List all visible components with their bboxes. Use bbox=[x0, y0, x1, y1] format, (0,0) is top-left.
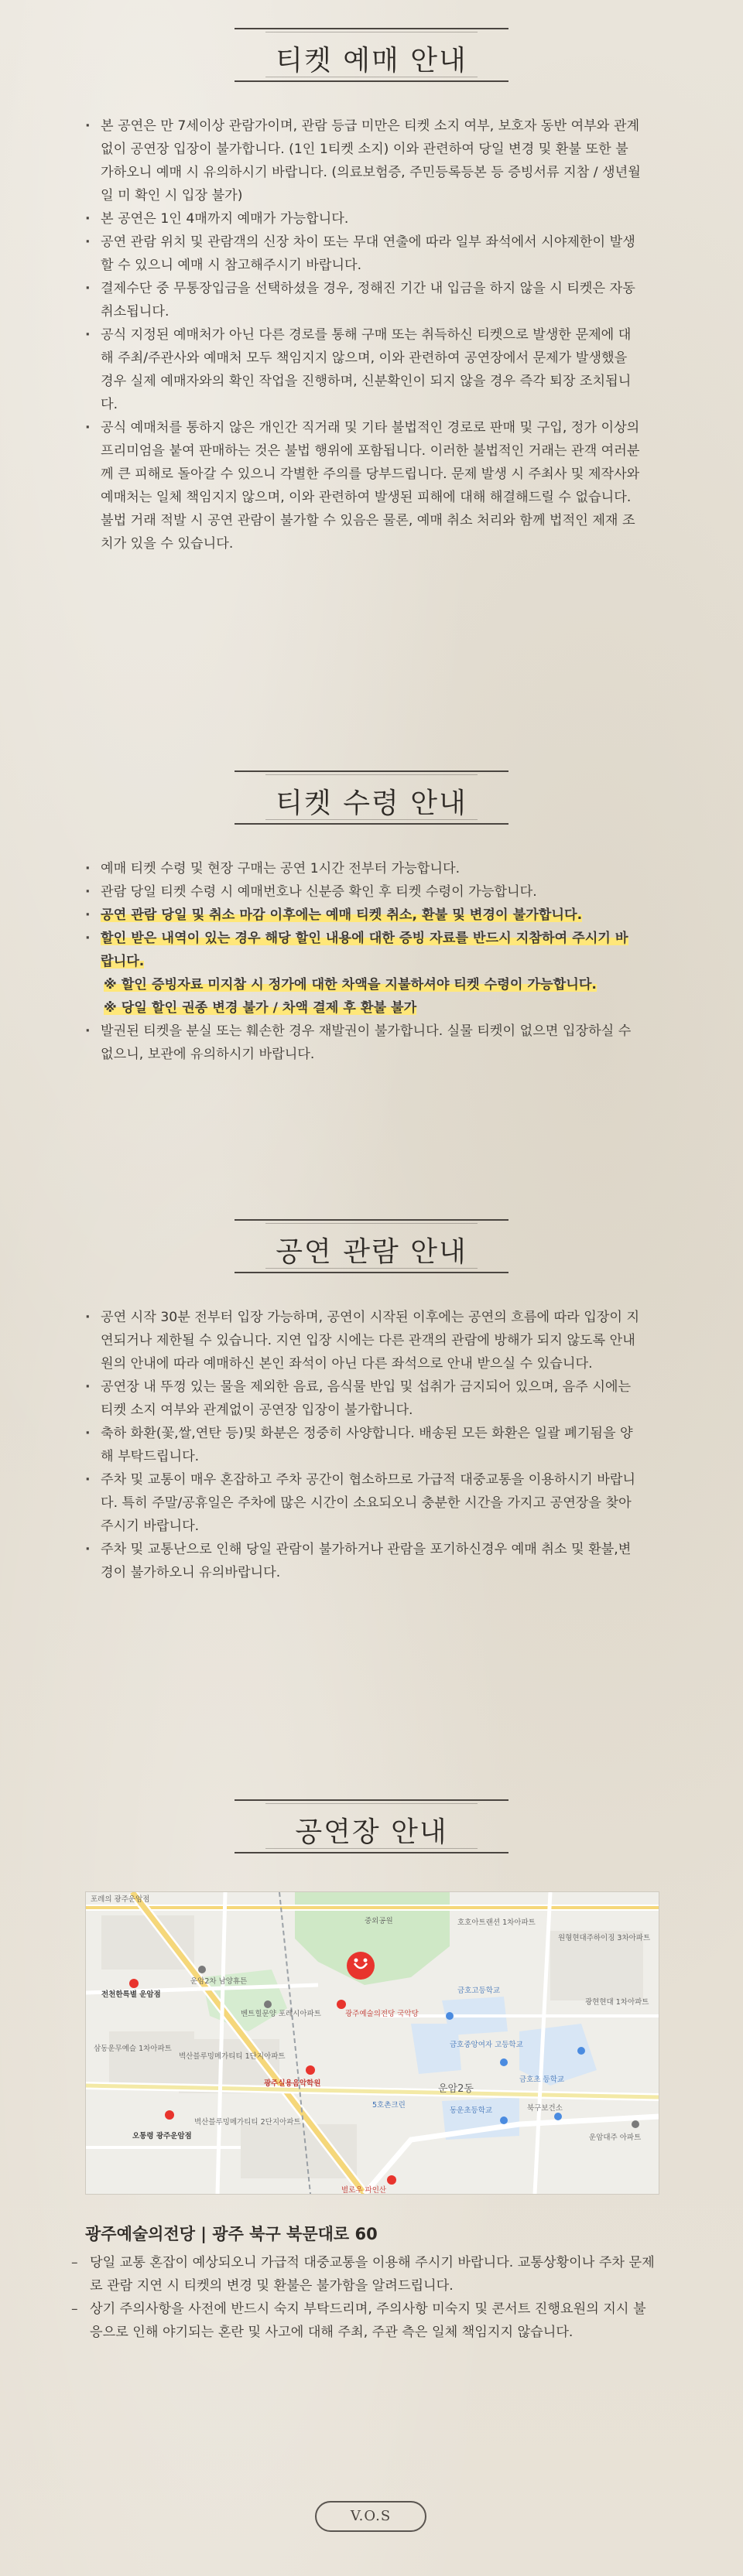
header-rule-top bbox=[235, 1799, 508, 1801]
map-label: 운암2차 남양휴튼 bbox=[190, 1977, 248, 1986]
highlighted-text: ※ 할인 증빙자료 미지참 시 정가에 대한 차액을 지불하셔야 티켓 수령이 가능합니다. bbox=[104, 977, 597, 992]
map-label: 광주실용음악학원 bbox=[264, 2079, 321, 2088]
list-item: · 주차 및 교통이 매우 혼잡하고 주차 공간이 협소하므로 가급적 대중교통을 이용하시기 바랍니다. 특히 주말/공휴일은 주차에 많은 시간이 소요되오니 충분한 시간을 가지고 공연장을 찾아주시기 바랍니다. bbox=[84, 1468, 641, 1538]
map-graphic bbox=[86, 1892, 659, 2194]
list-item: · 본 공연은 1인 4매까지 예매가 가능합니다. bbox=[84, 207, 641, 231]
list-item: · 공식 예매처를 통하지 않은 개인간 직거래 및 기타 불법적인 경로로 판매 및 구입, 정가 이상의 프리미엄을 붙여 판매하는 것은 불법 행위에 포함됩니다. 이러한 불법적인 거래는 관객 여러분께 큰 피해로 돌아갈 수 있으니 각별한 주의를 당부드립니다. 문제 발생 시 주최사 및 제작사와 예매처는 일체 책임지지 않으며, 이와 관련하여 발생된 피해에 대해 해결해드릴 수 없습니다. 불법 거래 적발 시 공연 관람이 불가할 수 있음은 물론, 예매 취소 처리와 함께 법적인 제재 조치가 있을 수 있습니다. bbox=[84, 416, 641, 555]
map-label: 호호아트랜션 1차아파트 bbox=[457, 1918, 536, 1927]
list-item: · 축하 화환(꽃,쌀,연탄 등)및 화분은 정중히 사양합니다. 배송된 모든 화환은 일괄 폐기됨을 양해 부탁드립니다. bbox=[84, 1422, 641, 1468]
map-label: 원형현대주하이징 3차아파트 bbox=[558, 1934, 651, 1942]
list-item: · 공연 관람 위치 및 관람객의 신장 차이 또는 무대 연출에 따라 일부 좌석에서 시야제한이 발생할 수 있으니 예매 시 참고해주시기 바랍니다. bbox=[84, 231, 641, 277]
venue-map[interactable] bbox=[85, 1891, 659, 2195]
list-item: – 상기 주의사항을 사전에 반드시 숙지 부탁드리며, 주의사항 미숙지 및 콘서트 진행요원의 지시 불응으로 인해 야기되는 혼란 및 사고에 대해 주최, 주관 측은 일체 책임지지 않습니다. bbox=[68, 2298, 656, 2344]
section-header bbox=[0, 23, 743, 88]
map-label: 금호초 등학교 bbox=[519, 2075, 565, 2084]
map-label: 5호촌크린 bbox=[372, 2101, 406, 2110]
list-item: · 공식 지정된 예매처가 아닌 다른 경로를 통해 구매 또는 취득하신 티켓으로 발생한 문제에 대해 주최/주관사와 예매처 모두 책임지지 않으며, 이와 관련하여 공연장에서 문제가 발생했을 경우 실제 예매자와의 확인 작업을 진행하며, 신분확인이 되지 않을 경우 즉각 퇴장 조치됩니다. bbox=[84, 323, 641, 416]
header-rule-top bbox=[235, 770, 508, 772]
map-label: 북구보건소 bbox=[527, 2104, 563, 2113]
list-item bbox=[84, 927, 641, 973]
list-item: · 본 공연은 만 7세이상 관람가이며, 관람 등급 미만은 티켓 소지 여부, 보호자 동반 여부와 관계 없이 공연장 입장이 불가합니다. (1인 1티켓 소지) 이와 관련하여 당일 변경 및 환불 또한 불가하오니 예매 시 유의하시기 바랍니다. (의료보험증, 주민등록등본 등 증빙서류 지참 / 생년월일 미 확인 시 입장 불가) bbox=[84, 114, 641, 207]
list-item: · 주차 및 교통난으로 인해 당일 관람이 불가하거나 관람을 포기하신경우 예매 취소 및 환불,변경이 불가하오니 유의바랍니다. bbox=[84, 1538, 641, 1584]
viewing-section bbox=[0, 1215, 743, 1580]
section-title: 티켓 예매 안내 bbox=[276, 45, 467, 77]
header-rule-top bbox=[235, 1219, 508, 1221]
section-title: 공연장 안내 bbox=[295, 1816, 448, 1848]
ticket-pickup-section bbox=[0, 766, 743, 1062]
reservation-list bbox=[84, 114, 641, 555]
list-item: · 공연 시작 30분 전부터 입장 가능하며, 공연이 시작된 이후에는 공연의 흐름에 따라 입장이 지연되거나 제한될 수 있습니다. 지연 입장 시에는 다른 관객의 관람에 방해가 되지 않도록 안내원의 안내에 따라 예매하신 본인 좌석이 아닌 다른 좌석으로 안내 받으실 수 있습니다. bbox=[84, 1306, 641, 1375]
map-label: 동운초등학교 bbox=[450, 2106, 493, 2115]
venue-address: 광주예술의전당 | 광주 북구 북문대로 60 bbox=[85, 2225, 378, 2243]
section-header bbox=[0, 1795, 743, 1860]
list-item: · 예매 티켓 수령 및 현장 구매는 공연 1시간 전부터 가능합니다. bbox=[84, 857, 641, 880]
list-item bbox=[84, 904, 641, 927]
pickup-list bbox=[84, 857, 641, 1066]
map-label: 삼동운무예슬 1차아파트 bbox=[94, 2045, 172, 2053]
map-label: 중외공원 bbox=[365, 1917, 393, 1925]
map-label: 금호고등학교 bbox=[457, 1987, 501, 1995]
map-label: 금호중앙여자 고등학교 bbox=[450, 2041, 523, 2049]
map-label: 운암2동 bbox=[438, 2083, 474, 2095]
map-label: 벽산블루밍메가티티 1단지아파트 bbox=[179, 2052, 286, 2061]
list-item: – 당일 교통 혼잡이 예상되오니 가급적 대중교통을 이용해 주시기 바랍니다. 교통상황이나 주차 문제로 관람 지연 시 티켓의 변경 및 환불은 불가함을 알려드립니다. bbox=[68, 2251, 656, 2298]
map-label: 벤트힐문양 포레시아파트 bbox=[241, 2010, 321, 2018]
header-rule-bottom bbox=[235, 1852, 508, 1853]
list-item: · 발권된 티켓을 분실 또는 훼손한 경우 재발권이 불가합니다. 실물 티켓이 없으면 입장하실 수 없으니, 보관에 유의하시기 바랍니다. bbox=[84, 1020, 641, 1066]
highlighted-text: 공연 관람 당일 및 취소 마감 이후에는 예매 티켓 취소, 환불 및 변경이 불가합니다. bbox=[101, 907, 583, 923]
list-item: · 관람 당일 티켓 수령 시 예매번호나 신분증 확인 후 티켓 수령이 가능합니다. bbox=[84, 880, 641, 904]
map-label: 오통령 광주운암점 bbox=[132, 2132, 192, 2140]
list-subitem bbox=[84, 973, 641, 996]
venue-section bbox=[0, 1795, 743, 1860]
viewing-list bbox=[84, 1306, 641, 1584]
map-label: 광주예술의전당 국악당 bbox=[345, 2010, 419, 2018]
ticket-reservation-section bbox=[0, 23, 743, 552]
highlighted-text: ※ 당일 할인 권종 변경 불가 / 차액 결제 후 환불 불가 bbox=[104, 1000, 417, 1016]
list-item: · 결제수단 중 무통장입금을 선택하셨을 경우, 정해진 기간 내 입금을 하지 않을 시 티켓은 자동 취소됩니다. bbox=[84, 277, 641, 323]
map-label: 광현현대 1차아파트 bbox=[585, 1998, 649, 2007]
map-label: 전천한특별 운암점 bbox=[101, 1990, 161, 1999]
highlighted-text: 할인 받은 내역이 있는 경우 해당 할인 내용에 대한 증빙 자료를 반드시 지참하여 주시기 바랍니다. bbox=[101, 931, 628, 969]
map-label: 별로우 파인산 bbox=[341, 2186, 387, 2194]
map-label: 포레의 광주운암점 bbox=[91, 1895, 150, 1904]
section-title: 공연 관람 안내 bbox=[276, 1236, 467, 1268]
map-label: 운암대주 아파트 bbox=[589, 2134, 642, 2142]
list-subitem bbox=[84, 996, 641, 1020]
section-header bbox=[0, 1215, 743, 1279]
header-rule-bottom bbox=[235, 823, 508, 825]
map-label: 벽산블루밍메가티티 2단지아파트 bbox=[194, 2118, 301, 2127]
venue-notes-list bbox=[68, 2251, 656, 2344]
list-item: · 공연장 내 뚜껑 있는 물을 제외한 음료, 음식물 반입 및 섭취가 금지되어 있으며, 음주 시에는 티켓 소지 여부와 관계없이 공연장 입장이 불가합니다. bbox=[84, 1375, 641, 1422]
header-rule-top bbox=[235, 28, 508, 29]
header-rule-bottom bbox=[235, 1272, 508, 1273]
section-header bbox=[0, 766, 743, 831]
section-title: 티켓 수령 안내 bbox=[276, 787, 467, 819]
header-rule-bottom bbox=[235, 80, 508, 82]
brand-logo: V.O.S bbox=[315, 2501, 426, 2532]
